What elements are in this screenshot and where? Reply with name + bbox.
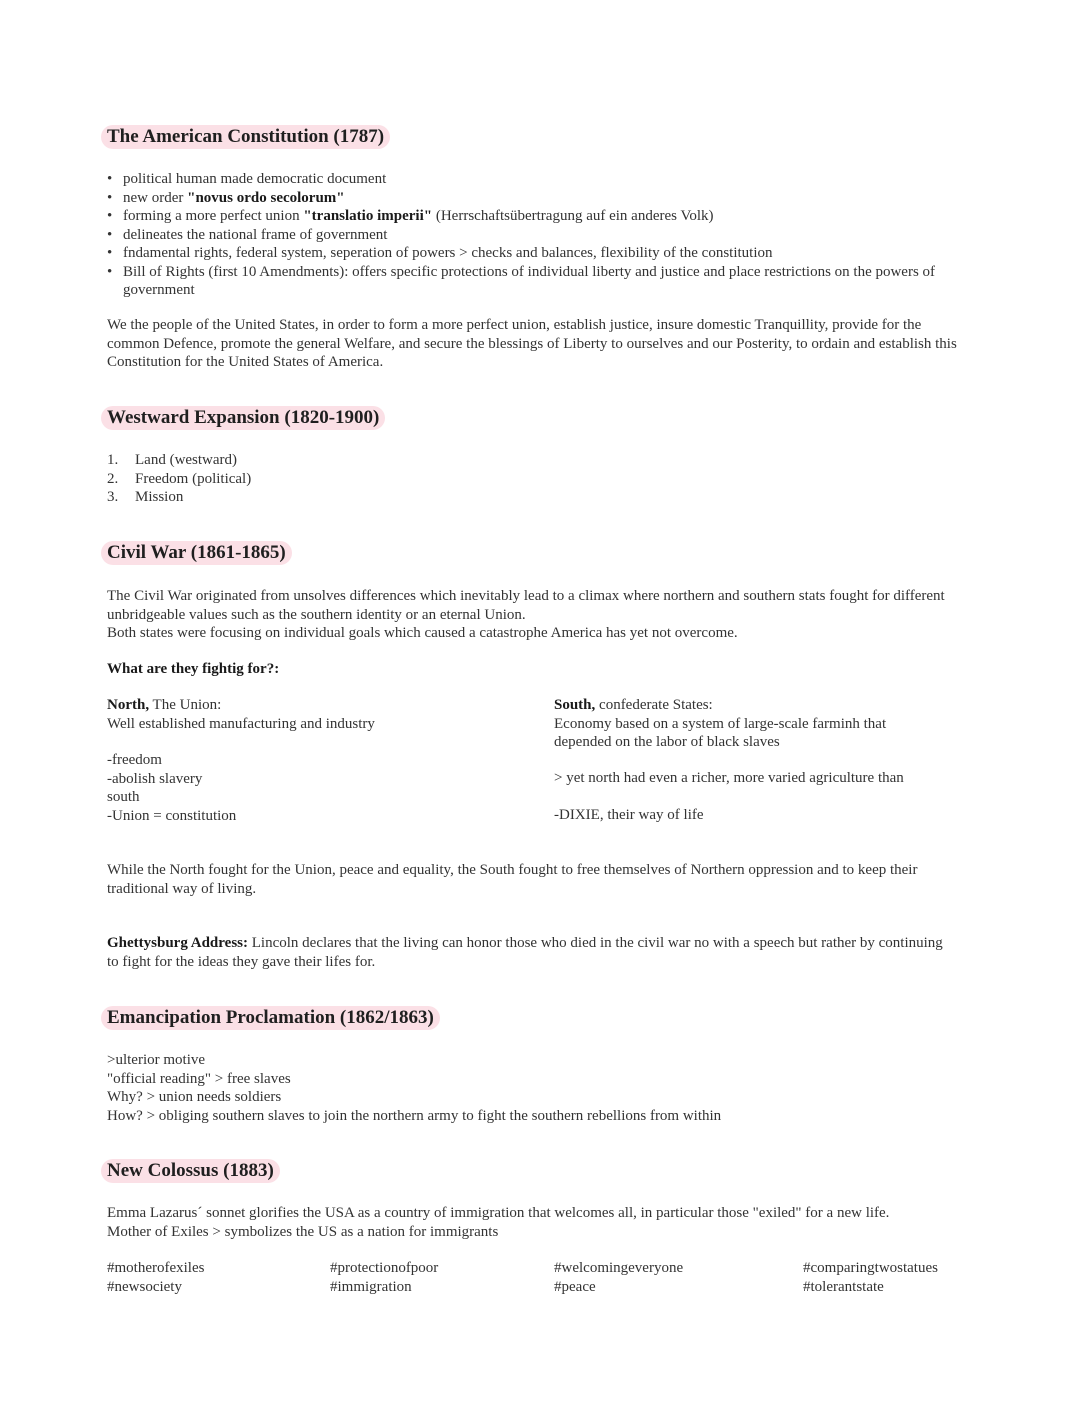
civil-war-summary: While the North fought for the Union, peace and equality, the South fought to free themselves of Northern oppression and to keep their traditional way of living.	[107, 862, 918, 897]
hashtag-column	[107, 1259, 204, 1296]
south-title: South, confederate States:	[554, 697, 713, 713]
hashtag-column	[554, 1259, 683, 1296]
list-item: >ulterior motive	[107, 1052, 206, 1068]
colossus-text	[107, 1204, 977, 1241]
list-item: 2. Freedom (political)	[107, 470, 252, 487]
section-heading-civil-war: Civil War (1861-1865)	[101, 541, 292, 565]
section-heading-emancipation: Emancipation Proclamation (1862/1863)	[101, 1006, 440, 1030]
hashtag-column	[803, 1259, 938, 1296]
section-heading-new-colossus: New Colossus (1883)	[101, 1159, 280, 1183]
south-note: > yet north had even a richer, more varied agriculture than	[554, 770, 904, 786]
westward-numbered-list	[107, 451, 251, 507]
constitution-bullet-list	[107, 170, 977, 300]
north-title: North, The Union:	[107, 697, 222, 713]
list-item: • fndamental rights, federal system, seperation of powers > checks and balances, flexibility of the constitution	[107, 244, 977, 263]
civil-war-question: What are they fightig for?:	[107, 661, 280, 677]
colossus-line: Emma Lazarus´ sonnet glorifies the USA as a country of immigration that welcomes all, in particular those "exiled" for a new life.	[107, 1205, 890, 1221]
list-item: south	[107, 789, 140, 805]
constitution-preamble: We the people of the United States, in order to form a more perfect union, establish justice, insure domestic Tranquillity, provide for the common Defence, promote the general Welfare, and secure the blessings of Liberty to ourselves and our Posterity, to ordain and establish this Constitution for the United States of America.	[107, 317, 957, 370]
north-column	[107, 696, 527, 733]
north-points	[107, 751, 527, 825]
list-item: • forming a more perfect union "translatio imperii" (Herrschaftsübertragung auf ein anderes Volk)	[107, 207, 977, 226]
colossus-line: Mother of Exiles > symbolizes the US as a nation for immigrants	[107, 1223, 499, 1240]
list-item: How? > obliging southern slaves to join the northern army to fight the southern rebellions from within	[107, 1107, 722, 1124]
south-column	[554, 696, 924, 752]
hashtag-column	[330, 1259, 438, 1296]
list-item: -Union = constitution	[107, 807, 237, 824]
south-dixie: -DIXIE, their way of life	[554, 807, 704, 823]
hashtag: #motherofexiles	[107, 1260, 205, 1276]
gettysburg-address: Ghettysburg Address: Lincoln declares that the living can honor those who died in the civil war no with a speech but rather by continuing to fight for the ideas they gave their lifes for.	[107, 935, 943, 970]
civil-war-intro-paragraph: Both states were focusing on individual goals which caused a catastrophe America has yet not overcome.	[107, 625, 738, 641]
hashtag: #welcomingeveryone	[554, 1260, 684, 1276]
list-item: • political human made democratic document	[107, 170, 977, 189]
list-item: -freedom	[107, 752, 162, 768]
hashtag: #newsociety	[107, 1278, 182, 1295]
list-item: • new order "novus ordo secolorum"	[107, 189, 977, 208]
hashtag: #immigration	[330, 1278, 412, 1295]
south-economy: Economy based on a system of large-scale farminh that depended on the labor of black slaves	[554, 715, 887, 750]
list-item: • Bill of Rights (first 10 Amendments): offers specific protections of individual liberty and justice and place restrictions on the powers of government	[107, 263, 977, 300]
hashtag: #tolerantstate	[803, 1278, 884, 1295]
list-item: -abolish slavery	[107, 770, 203, 787]
list-item: Why? > union needs soldiers	[107, 1089, 282, 1105]
hashtag: #comparingtwostatues	[803, 1260, 938, 1276]
list-item: "official reading" > free slaves	[107, 1070, 291, 1087]
emancipation-lines	[107, 1051, 967, 1125]
list-item: 1. Land (westward)	[107, 452, 238, 468]
section-heading-westward: Westward Expansion (1820-1900)	[101, 406, 385, 430]
north-economy: Well established manufacturing and industry	[107, 715, 375, 732]
section-heading-constitution: The American Constitution (1787)	[101, 125, 390, 149]
hashtag: #protectionofpoor	[330, 1260, 439, 1276]
list-item: 3. Mission	[107, 489, 184, 505]
civil-war-intro-paragraph: The Civil War originated from unsolves differences which inevitably lead to a climax where northern and southern stats fought for different unbridgeable values such as the southern identity or an eternal Union.	[107, 588, 945, 623]
civil-war-intro	[107, 587, 957, 643]
hashtag: #peace	[554, 1278, 596, 1295]
list-item: • delineates the national frame of government	[107, 226, 977, 245]
